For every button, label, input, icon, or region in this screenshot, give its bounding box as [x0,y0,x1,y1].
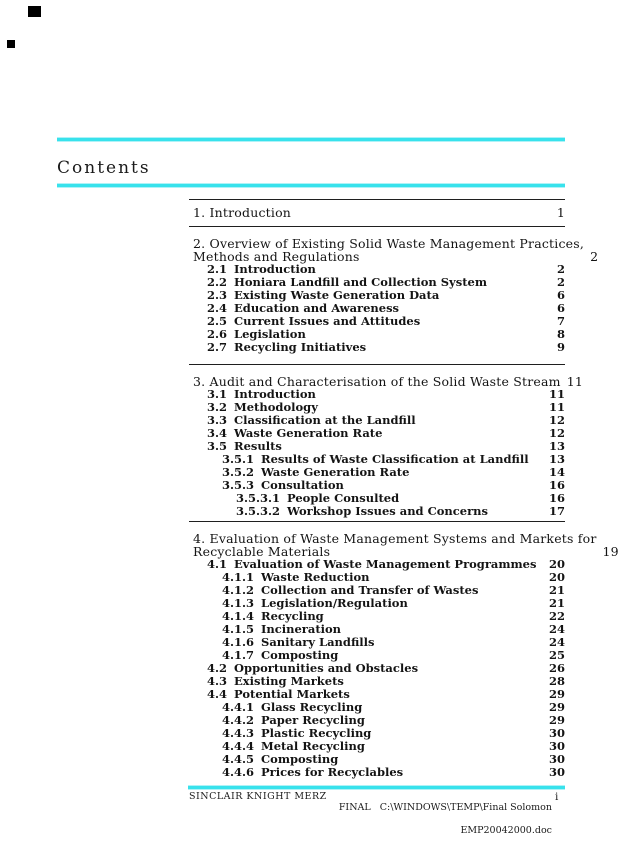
toc-heading-line: Recyclable Materials [193,543,331,559]
toc-entry-page-number: 16 [548,477,565,492]
toc-entry-title: Composting [261,647,339,662]
toc-entry-number: 4.1.6 [222,634,255,649]
toc-entry-row [189,623,565,636]
toc-entry-number: 3.2 [207,399,228,414]
toc-entry-page-number: 11 [548,386,565,401]
toc-entry-row [189,341,565,354]
toc-section-heading-row [189,235,599,264]
toc-entry-page-number: 26 [548,660,565,675]
toc-entry-row [189,597,565,610]
toc-entry-number: 4.4 [207,686,228,701]
toc-section [189,521,619,779]
toc-entry-page-number: 2 [556,274,565,289]
toc-entry-title: People Consulted [287,490,400,505]
toc-heading-page-number: 2 [590,248,599,264]
page-footer [189,790,552,848]
toc-entry-title: Honiara Landfill and Collection System [234,274,487,289]
toc-entry-title: Collection and Transfer of Wastes [261,582,479,597]
toc-entry-title: Education and Awareness [234,300,400,315]
toc-entry-page-number: 6 [556,300,565,315]
toc-entry-row [189,505,565,518]
toc-heading-page-number: 1 [556,204,565,220]
toc-entry-page-number: 24 [548,634,565,649]
toc-entry-title: Waste Generation Rate [234,425,383,440]
footer-company-name: SINCLAIR KNIGHT MERZ [189,791,327,802]
toc-entry-number: 3.5.1 [222,451,255,466]
toc-heading-page-number: 19 [602,543,619,559]
toc-entry-title: Paper Recycling [261,712,365,727]
scan-artifact-mark [28,6,41,17]
toc-entry-row [189,727,565,740]
toc-entry-page-number: 21 [548,582,565,597]
toc-entry-title: Incineration [261,621,342,636]
toc-entry-number: 3.5.3.2 [236,503,281,518]
toc-entry-text [189,427,382,440]
toc-entry-title: Classification at the Landfill [234,412,416,427]
toc-entry-number: 4.1.3 [222,595,255,610]
toc-entry-number: 4.4.1 [222,699,255,714]
toc-entry-number: 4.4.3 [222,725,255,740]
toc-heading-line: 4. Evaluation of Waste Management Systems and Markets for [193,530,597,546]
toc-entry-number: 3.5.3.1 [236,490,281,505]
toc-entry-page-number: 2 [556,261,565,276]
footer-document-path [327,790,552,848]
toc-entry-number: 2.5 [207,313,228,328]
toc-entry-row [189,466,565,479]
toc-entry-title: Prices for Recyclables [261,764,404,779]
toc-entry-number: 4.4.6 [222,764,255,779]
toc-entry-page-number: 28 [548,673,565,688]
toc-entry-title: Legislation/Regulation [261,595,408,610]
toc-table [189,199,619,779]
toc-section-heading-row [189,206,565,219]
toc-heading-line: Methods and Regulations [193,248,360,264]
toc-entry-title: Existing Waste Generation Data [234,287,440,302]
toc-entry-row [189,558,565,571]
toc-entry-row [189,740,565,753]
toc-entry-title: Legislation [234,326,306,341]
toc-entry-title: Results of Waste Classification at Landfill [261,451,529,466]
scan-artifact-mark [7,40,15,48]
toc-entry-number: 2.2 [207,274,228,289]
toc-entry-title: Recycling Initiatives [234,339,367,354]
toc-entry-page-number: 12 [548,425,565,440]
toc-heading-text [189,206,291,219]
toc-section [189,364,584,521]
toc-entry-text [189,341,366,354]
toc-entry-row [189,688,565,701]
toc-entry-text [189,505,488,518]
toc-entry-title: Plastic Recycling [261,725,372,740]
toc-entry-row [189,766,565,779]
toc-entry-page-number: 20 [548,569,565,584]
toc-heading-page-number: 11 [566,373,584,389]
toc-entry-title: Introduction [234,386,316,401]
toc-section [189,199,565,227]
toc-entry-row [189,610,565,623]
page-title: Contents [57,158,151,178]
toc-entry-page-number: 20 [548,556,565,571]
toc-entry-page-number: 17 [548,503,565,518]
toc-entry-page-number: 7 [556,313,565,328]
toc-entry-title: Recycling [261,608,324,623]
toc-entry-number: 4.2 [207,660,228,675]
toc-section-heading-row [189,530,619,559]
toc-entry-row [189,636,565,649]
toc-entry-title: Potential Markets [234,686,350,701]
header-accent-rule [57,138,565,141]
toc-entry-title: Consultation [261,477,344,492]
toc-entry-page-number: 8 [556,326,565,341]
toc-entry-title: Introduction [234,261,316,276]
toc-entry-number: 3.5 [207,438,228,453]
toc-entry-number: 4.1.7 [222,647,255,662]
toc-entry-page-number: 22 [548,608,565,623]
toc-entry-number: 4.1.4 [222,608,255,623]
toc-entry-title: Methodology [234,399,318,414]
toc-entry-number: 4.1.1 [222,569,255,584]
toc-entry-title: Sanitary Landfills [261,634,375,649]
toc-entry-number: 4.1.5 [222,621,255,636]
toc-entry-page-number: 14 [548,464,565,479]
toc-entry-title: Waste Reduction [261,569,370,584]
toc-entry-page-number: 13 [548,451,565,466]
toc-entry-title: Current Issues and Attitudes [234,313,421,328]
toc-heading-line: 1. Introduction [193,204,292,220]
toc-entry-number: 3.5.2 [222,464,255,479]
toc-entry-number: 4.3 [207,673,228,688]
toc-entry-page-number: 29 [548,699,565,714]
toc-entry-title: Results [234,438,282,453]
toc-entry-page-number: 21 [548,595,565,610]
footer-doc-line2: EMP20042000.doc [460,824,552,836]
toc-entry-page-number: 12 [548,412,565,427]
toc-entry-page-number: 13 [548,438,565,453]
toc-entry-number: 2.3 [207,287,228,302]
toc-heading-text [189,237,584,263]
toc-heading-line: 3. Audit and Characterisation of the Solid Waste Stream [193,373,561,389]
toc-entry-row [189,714,565,727]
toc-entry-text [189,766,403,779]
toc-entry-title: Metal Recycling [261,738,365,753]
toc-entry-number: 4.4.5 [222,751,255,766]
toc-entry-title: Opportunities and Obstacles [234,660,419,675]
toc-entry-number: 3.3 [207,412,228,427]
toc-entry-page-number: 30 [548,751,565,766]
toc-entry-number: 2.4 [207,300,228,315]
toc-entry-number: 3.5.3 [222,477,255,492]
toc-entry-number: 2.7 [207,339,228,354]
toc-entry-row [189,701,565,714]
footer-doc-line1: FINAL C:\WINDOWS\TEMP\Final Solomon [338,801,552,813]
toc-entry-title: Composting [261,751,339,766]
toc-entry-number: 4.4.2 [222,712,255,727]
toc-entry-page-number: 29 [548,712,565,727]
toc-entry-title: Evaluation of Waste Management Programmes [234,556,537,571]
toc-entry-number: 3.4 [207,425,228,440]
toc-entry-page-number: 11 [548,399,565,414]
toc-entry-number: 4.4.4 [222,738,255,753]
toc-entry-number: 2.1 [207,261,228,276]
toc-entry-page-number: 16 [548,490,565,505]
toc-entry-number: 4.1.2 [222,582,255,597]
toc-entry-title: Workshop Issues and Concerns [287,503,488,518]
toc-heading-line: 2. Overview of Existing Solid Waste Management Practices, [193,235,585,251]
title-underline-rule [57,184,565,187]
toc-entry-number: 2.6 [207,326,228,341]
toc-heading-text [189,532,597,558]
toc-entry-page-number: 30 [548,738,565,753]
footer-accent-rule [188,786,565,789]
toc-entry-page-number: 30 [548,764,565,779]
toc-entry-title: Glass Recycling [261,699,363,714]
toc-entry-page-number: 9 [556,339,565,354]
toc-entry-title: Existing Markets [234,673,344,688]
toc-entry-number: 3.1 [207,386,228,401]
toc-entry-page-number: 24 [548,621,565,636]
toc-entry-page-number: 25 [548,647,565,662]
toc-entry-number: 4.1 [207,556,228,571]
toc-entry-page-number: 30 [548,725,565,740]
toc-entry-page-number: 6 [556,287,565,302]
toc-section [189,227,599,365]
toc-entry-title: Waste Generation Rate [261,464,410,479]
toc-entry-page-number: 29 [548,686,565,701]
footer-page-number: i [555,791,559,803]
